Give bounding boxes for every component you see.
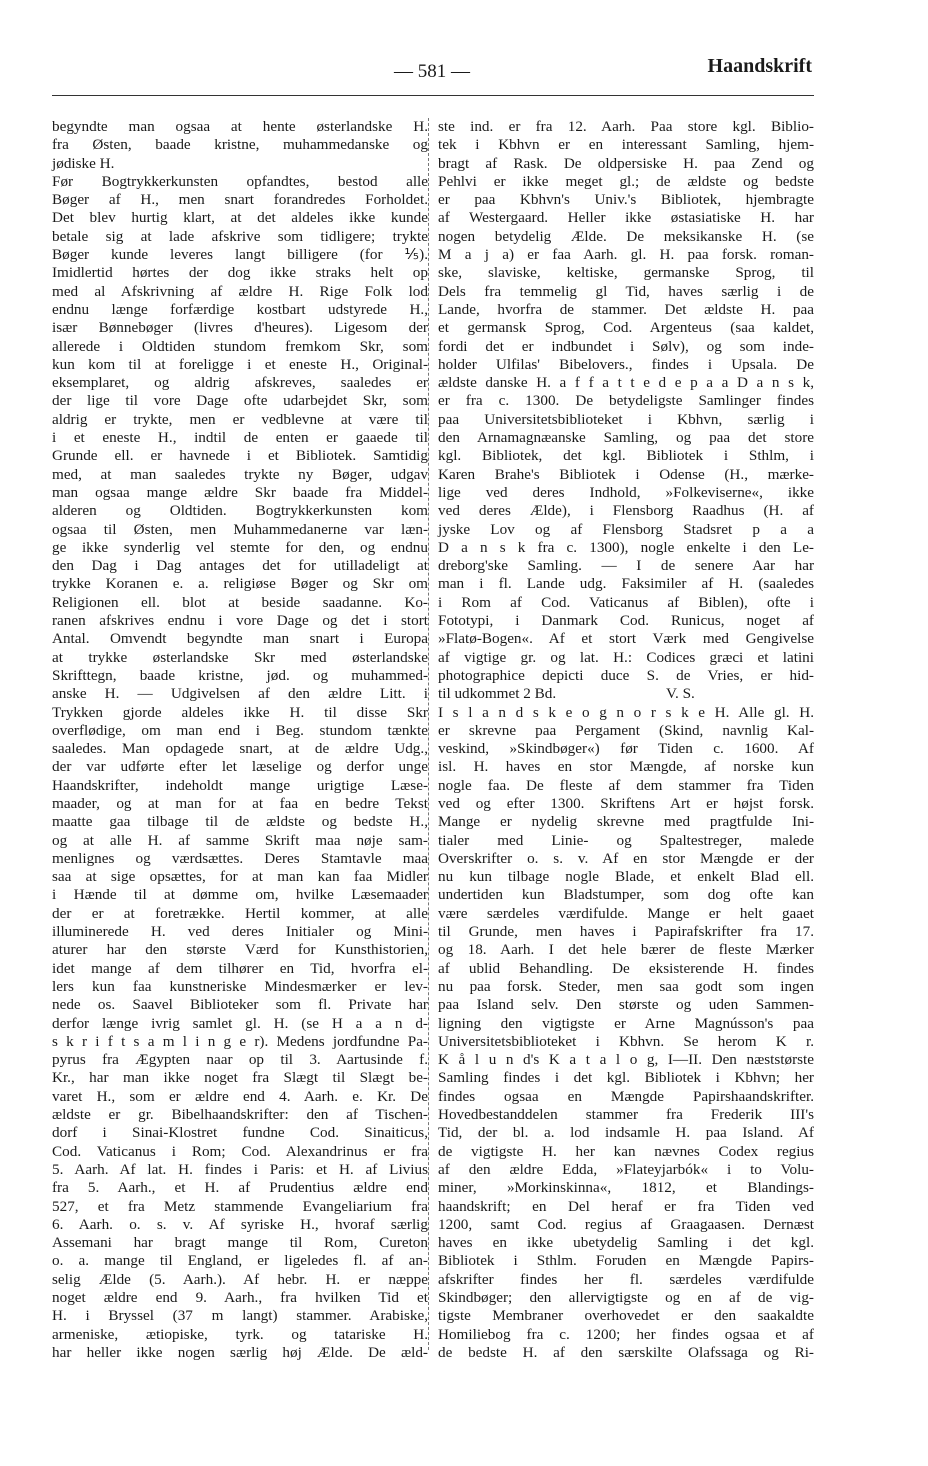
text-line: fordi det er indbundet i Sølv), og som inde- — [438, 337, 814, 355]
text-line: ved deres Ælde), i Flensborg Raadhus (H. af — [438, 502, 814, 520]
text-line: ældste danske H. a f f a t t e d e p a a D a n s k, — [438, 374, 814, 392]
text-line: Antal. Omvendt begyndte man snart i Europa — [52, 630, 428, 648]
text-line: Hovedbestanddelen stammer fra Frederik III's — [438, 1106, 814, 1124]
text-line: D a n s k fra c. 1300), nogle enkelte i den Le- — [438, 538, 814, 556]
text-line: nede os. Saavel Biblioteker som fl. Private har — [52, 996, 428, 1014]
text-line: Dels fra temmelig gl Tid, haves særlig i de — [438, 282, 814, 300]
text-line: nogen betydelig Ælde. De meksikanske H. (se — [438, 227, 814, 245]
text-line: maader, og at man for at faa en bedre Tekst — [52, 794, 428, 812]
text-line: M a j a) er faa Aarh. gl. H. paa forsk. roman- — [438, 246, 814, 264]
text-line: der lige til vore Dage ofte udarbejdet Skr, som — [52, 392, 428, 410]
text-line: armeniske, ætiopiske, tyrk. og tatariske H. — [52, 1325, 428, 1343]
text-line: paa Island selv. Den største og uden Sammen- — [438, 996, 814, 1014]
text-line: trykke Koranen e. a. religiøse Bøger og Skr om — [52, 575, 428, 593]
text-line: veskind, »Skindbøger«) før Tiden c. 1600. Af — [438, 740, 814, 758]
text-line: Karen Brahe's Bibliotek i Odense (H., mærke- — [438, 465, 814, 483]
text-line: ske, slaviske, keltiske, germanske Sprog, til — [438, 264, 814, 282]
text-line: Cod. Vaticanus i Rom; Cod. Alexandrinus er fra — [52, 1142, 428, 1160]
text-line: H. i Bryssel (37 m langt) stammer. Arabiske, — [52, 1307, 428, 1325]
text-line: Haandskrifter, indeholdt mange urigtige Læse- — [52, 776, 428, 794]
text-line: at trykke østerlandske Skr med østerlandske — [52, 648, 428, 666]
text-line: Grunde ell. er havnede i et Bibliotek. Samtidig — [52, 447, 428, 465]
text-line: alderen og Oldtiden. Bogtrykkerkunsten kom — [52, 502, 428, 520]
text-line: Bøger kunde leveres langt billigere (for ⅕). — [52, 246, 428, 264]
text-line: Fototypi, i Danmark Cod. Runicus, noget af — [438, 612, 814, 630]
text-line: 5. Aarh. Af lat. H. findes i Paris: et H. af Livius — [52, 1160, 428, 1178]
page-header — [52, 55, 812, 95]
text-line: Religionen ell. blot at beside saadanne. Ko- — [52, 593, 428, 611]
text-line: til udkommet 2 Bd. V. S. — [438, 685, 695, 703]
text-line: aldrig er trykte, men er vedblevne at være til — [52, 410, 428, 428]
text-line: man i fl. Lande udg. Faksimiler af H. (saaledes — [438, 575, 814, 593]
text-line: Tid, der bl. a. lod indsamle H. paa Island. Af — [438, 1124, 814, 1142]
text-line: Bøger af H., men snart forandredes Forholdet. — [52, 191, 428, 209]
text-line: de bedste H. af den særskilte Olafssaga og Ri- — [438, 1343, 814, 1361]
text-line: Samling findes i det kgl. Bibliotek i Kbhvn; her — [438, 1069, 814, 1087]
text-line: varet H., som er ældre end 4. Aarh. e. Kr. De — [52, 1087, 428, 1105]
text-line: et germansk Sprog, Cod. Argenteus (saa kaldet, — [438, 319, 814, 337]
text-line: med al Afskrivning af ældre H. Rige Folk lod — [52, 282, 428, 300]
text-line: ranen afskrives endnu i vore Dage og det i stort — [52, 612, 428, 630]
text-line: bragt af Rask. De oldpersiske H. paa Zend og — [438, 154, 814, 172]
text-line: 527, et fra Metz stammende Evangeliarium fra — [52, 1197, 428, 1215]
text-line: man ogsaa mange ældre Skr baade fra Middel- — [52, 483, 428, 501]
text-line: Kr., har man ikke noget fra Slægt til Slægt be- — [52, 1069, 428, 1087]
text-line: betale sig at lade afskrive som tidligere; trykte — [52, 227, 428, 245]
left-column — [52, 118, 428, 1362]
text-line: ved og efter 1300. Skriftens Art er højst forsk. — [438, 794, 814, 812]
text-line: fra 5. Aarh., et H. af Prudentius ældre end — [52, 1179, 428, 1197]
text-line: Assemani har bragt mange til Rom, Cureton — [52, 1234, 428, 1252]
text-line: afskrifter findes her fl. særdeles værdifulde — [438, 1270, 814, 1288]
text-line: i et eneste H., indtil de enten er gaaede til — [52, 429, 428, 447]
text-line: saa at sige opsættes, for at man kan faa Midler — [52, 868, 428, 886]
text-line: Mange er nydelig skrevne med pragtfulde Ini- — [438, 813, 814, 831]
text-line: Trykken gjorde aldeles ikke H. til disse Skr — [52, 703, 428, 721]
text-line: I s l a n d s k e o g n o r s k e H. Alle gl. H. — [438, 703, 814, 721]
text-line: ældste er gr. Bibelhaandskrifter: den af Tischen- — [52, 1106, 428, 1124]
text-line: Overskrifter o. s. v. Af en stor Mængde er der — [438, 849, 814, 867]
text-line: photographice depicti duce S. de Vries, er hid- — [438, 666, 814, 684]
text-line: Universitetsbiblioteket i Kbhvn. Se herom K r. — [438, 1032, 814, 1050]
text-line: til Grunde, men haves i Papirafskrifter fra 17. — [438, 923, 814, 941]
text-line: o. a. mange til England, er ligeledes fl. af an- — [52, 1252, 428, 1270]
text-line: noget ældre end 9. Aarh., fra hvilken Tid et — [52, 1289, 428, 1306]
text-line: fra Østen, baade kristne, muhammedanske og — [52, 136, 428, 154]
text-line: allerede i Oldtiden stundom fremkom Skr, som — [52, 337, 428, 355]
text-line: tek i Kbhvn er en interessant Samling, hjem- — [438, 136, 814, 154]
text-line: Pehlvi er ikke meget gl.; de ældste og bedste — [438, 172, 814, 190]
text-line: med, at man saaledes trykte ny Bøger, udgav — [52, 465, 428, 483]
text-line: nu paa forsk. Steder, men saa godt som ingen — [438, 977, 814, 995]
text-line: ste ind. er fra 12. Aarh. Paa store kgl. Biblio- — [438, 118, 814, 135]
text-line: af den ældre Edda, »Flateyjarbók« i to Volu- — [438, 1160, 814, 1178]
right-column — [438, 118, 814, 1362]
text-line: tigste Membraner overhovedet er den saakaldte — [438, 1307, 814, 1325]
text-line: Skrifttegn, baade kristne, jød. og muhammed- — [52, 666, 428, 684]
text-line: s k r i f t s a m l i n g e r). Medens jordfundne Pa- — [52, 1032, 428, 1050]
text-line: i Hænde til at dømme om, hvilke Læsemaader — [52, 886, 428, 904]
text-line: aturer har den største Værd for Kunsthistorien, — [52, 941, 428, 959]
text-line: og at alle H. af samme Skrift maa nøje sam- — [52, 831, 428, 849]
text-line: findes ogsaa en Mængde Papirshaandskrifter. — [438, 1087, 814, 1105]
text-line: endnu længe forfærdige kostbart udstyrede H., — [52, 300, 428, 318]
text-line: være særdeles værdifulde. Mange er helt gaaet — [438, 904, 814, 922]
column-divider — [428, 118, 429, 1350]
text-line: af ublid Behandling. De eksisterende H. findes — [438, 959, 814, 977]
text-line: har heller ikke nogen særlig høj Ælde. De æld- — [52, 1343, 428, 1361]
text-line: jyske Lov og af Flensborg Stadsret p a a — [438, 520, 814, 538]
text-line: 1200, samt Cod. regius af Graagaasen. Dernæst — [438, 1215, 814, 1233]
text-line: nu kun tilbage nogle Blade, et enkelt Blad ell. — [438, 868, 814, 886]
text-line: kgl. Bibliotek, det kgl. Bibliotek i Sthlm, i — [438, 447, 814, 465]
text-line: lige ved deres Indhold, »Folkeviserne«, ikke — [438, 483, 814, 501]
text-line: Det blev hurtig klart, at det aldeles ikke kunde — [52, 209, 428, 227]
text-line: maatte gaa tilbage til de ældste og bedste H., — [52, 813, 428, 831]
text-line: ogsaa til Østen, men Muhammedanerne var læn- — [52, 520, 428, 538]
text-line: 6. Aarh. o. s. v. Af syriske H., hvoraf særlig — [52, 1215, 428, 1233]
text-line: og 18. Aarh. I det hele bærer de fleste Mærker — [438, 941, 814, 959]
text-line: haves en ikke ubetydelig Samling i det kgl. — [438, 1234, 814, 1252]
text-line: kun kom til at foreligge i et eneste H., Original- — [52, 355, 428, 373]
text-line: idet mange af dem tilhører en Tid, hvorfra el- — [52, 959, 428, 977]
text-line: er paa Kbhvn's Univ.'s Bibliotek, hjembragte — [438, 191, 814, 209]
text-line: Lande, hvorfra de stammer. Det ældste H. paa — [438, 300, 814, 318]
text-line: haandskrift; en Del heraf er fra Tiden ved — [438, 1197, 814, 1215]
text-line: Skindbøger; den allervigtigste og en af de vig- — [438, 1289, 814, 1306]
text-line: pyrus fra Ægypten naar op til 3. Aartusinde f. — [52, 1051, 428, 1069]
text-line: tialer med Linie- og Spaltestreger, malede — [438, 831, 814, 849]
text-line: ligning den vigtigste er Arne Magnússon's paa — [438, 1014, 814, 1032]
text-line: Før Bogtrykkerkunsten opfandtes, bestod alle — [52, 172, 428, 190]
text-line: saaledes. Man opdagede snart, at de ældre Udg., — [52, 740, 428, 758]
text-line: de vigtigste H. her kan nævnes Codex regius — [438, 1142, 814, 1160]
text-line: ge ikke synderlig vel stemte for den, og endnu — [52, 538, 428, 556]
text-line: af Westergaard. Heller ikke østasiatiske H. har — [438, 209, 814, 227]
text-line: Homiliebog fra c. 1200; her findes ogsaa et af — [438, 1325, 814, 1343]
text-line: der var udførte efter let læselige og derfor unge — [52, 758, 428, 776]
running-head: Haandskrift — [707, 55, 812, 77]
text-line: dorf i Sinai-Klostret fundne Cod. Sinaiticus, — [52, 1124, 428, 1142]
text-line: eksemplaret, og aldrig afskreves, saaledes er — [52, 374, 428, 392]
text-line: jødiske H. — [52, 154, 115, 172]
text-line: menlignes og værdsættes. Deres Stamtavle maa — [52, 849, 428, 867]
text-line: i Rom af Cod. Vaticanus af Biblen), ofte i — [438, 593, 814, 611]
text-line: holder Ulfilas' Bibelovers., findes i Upsala. De — [438, 355, 814, 373]
text-line: anske H. — Udgivelsen af den ældre Litt. i — [52, 685, 428, 703]
text-line: er fra c. 1300. De betydeligste Samlinger findes — [438, 392, 814, 410]
text-line: af vigtige gr. og lat. H.: Codices græci et latini — [438, 648, 814, 666]
text-line: overflødige, om man end i Beg. stundom tænkte — [52, 721, 428, 739]
text-line: »Flatø-Bogen«. Af et stort Værk med Gengivelse — [438, 630, 814, 648]
text-line: paa Universitetsbiblioteket i Kbhvn, særlig i — [438, 410, 814, 428]
header-rule — [52, 95, 814, 96]
text-line: nogle faa. De fleste af dem stammer fra Tiden — [438, 776, 814, 794]
text-line: isl. H. haves en stor Mængde, af norske kun — [438, 758, 814, 776]
text-line: undertiden kun Bladstumper, som dog ofte kan — [438, 886, 814, 904]
text-line: K å l u n d's K a t a l o g, I—II. Den næststørste — [438, 1051, 814, 1069]
text-line: der er at foretrække. Hertil kommer, at alle — [52, 904, 428, 922]
text-line: illuminerede H. ved deres Initialer og Mini- — [52, 923, 428, 941]
text-line: den Arnamagnæanske Samling, og paa det store — [438, 429, 814, 447]
text-line: især Bønnebøger (livres d'heures). Ligesom der — [52, 319, 428, 337]
text-line: Bibliotek i Sthlm. Foruden en Mængde Papirs- — [438, 1252, 814, 1270]
text-line: begyndte man ogsaa at hente østerlandske H. — [52, 118, 428, 135]
text-line: lers kun faa kunstneriske Mindesmærker er lev- — [52, 977, 428, 995]
text-line: Imidlertid hørtes der dog ikke straks helt op — [52, 264, 428, 282]
text-line: den Dag i Dag antages det for utilladeligt at — [52, 557, 428, 575]
page-number: — 581 — — [394, 61, 470, 82]
text-line: miner, »Morkinskinna«, 1812, et Blandings- — [438, 1179, 814, 1197]
text-line: selig Ælde (5. Aarh.). Af hebr. H. er næppe — [52, 1270, 428, 1288]
text-line: dreborg'ske Samling. — I de senere Aar har — [438, 557, 814, 575]
text-line: er skrevne paa Pergament (Skind, navnlig Kal- — [438, 721, 814, 739]
text-line: derfor længe ivrig samlet gl. H. (se H a a n d- — [52, 1014, 428, 1032]
